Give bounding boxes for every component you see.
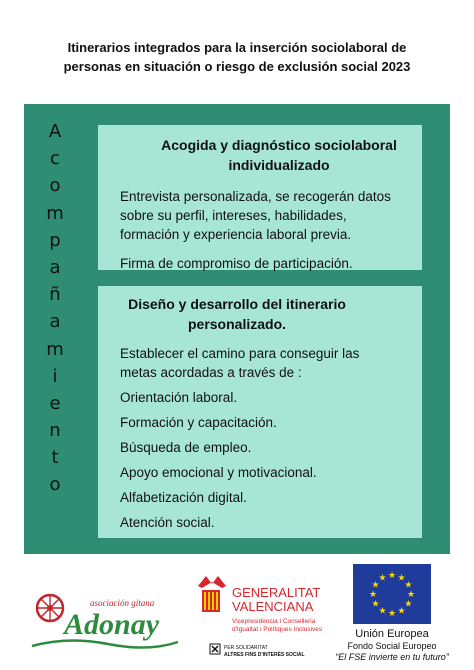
eu-star-icon: ★ [397, 572, 406, 583]
eu-star-icon: ★ [378, 572, 387, 583]
adonay-small-text: asociación gitana [90, 598, 155, 608]
vertical-letter: m [46, 338, 64, 360]
vertical-letter: A [48, 121, 62, 142]
box1-paragraph-line-3: formación y experiencia laboral previa. [120, 227, 352, 242]
step-box-acogida [98, 125, 422, 270]
title-line-2: personas en situación o riesgo de exclusión social 2023 [63, 59, 411, 74]
gv-line-1: GENERALITAT [232, 585, 321, 600]
eu-caption [328, 628, 456, 663]
box2-heading [98, 286, 422, 334]
box1-paragraph-line-1: Entrevista personalizada, se recogerán datos [120, 189, 391, 204]
x-solidaritat-icon [210, 644, 220, 654]
footer-logos [0, 562, 474, 670]
vertical-letter: i [52, 365, 58, 387]
adonay-logo [28, 590, 188, 650]
list-item: Orientación laboral. [120, 390, 238, 405]
eu-star-icon: ★ [404, 579, 413, 590]
eu-star-icon: ★ [387, 608, 397, 618]
box1-paragraph-line-2: sobre su perfil, intereses, habilidades, [120, 208, 347, 223]
vertical-letter: ñ [49, 284, 61, 306]
bat-crest-icon [198, 576, 226, 612]
vertical-letter: a [49, 311, 61, 333]
vertical-word-acompanamiento [38, 118, 72, 499]
solidaritat-line-2: ALTRES FINS D'INTERÈS SOCIAL [224, 652, 305, 658]
list-item: Atención social. [120, 515, 215, 530]
title-line-1: Itinerarios integrados para la inserción sociolaboral de [67, 40, 407, 55]
vertical-letter: p [49, 229, 61, 251]
box2-heading-line-1: Diseño y desarrollo del itinerario [128, 296, 346, 312]
eu-fund: Fondo Social Europeo [347, 641, 437, 651]
eu-name: Unión Europea [355, 628, 429, 640]
box1-heading-line-1: Acogida y diagnóstico sociolaboral [161, 137, 397, 153]
box2-intro [98, 344, 422, 382]
gv-sub-1: Vicepresidència i Conselleria [232, 618, 316, 625]
list-item: Búsqueda de empleo. [120, 440, 252, 455]
vertical-letter: e [49, 392, 61, 414]
eu-star-icon: ★ [387, 570, 397, 580]
vertical-letter: a [49, 256, 61, 278]
eu-slogan: “El FSE invierte en tu futuro” [335, 652, 449, 662]
vertical-letter: t [51, 447, 59, 469]
generalitat-valenciana-logo [192, 572, 328, 664]
vertical-letter: o [49, 175, 61, 197]
eu-star-icon: ★ [378, 605, 387, 616]
box1-paragraph [98, 187, 422, 244]
box1-heading-line-2: individualizado [228, 157, 330, 173]
box1-heading [98, 125, 422, 175]
eu-star-icon: ★ [371, 579, 380, 590]
gv-sub-2: d'Igualtat i Polítiques Inclusives [232, 626, 323, 633]
gv-line-2: VALENCIANA [232, 599, 314, 614]
eu-stars-icon [353, 564, 431, 624]
box2-intro-line-1: Establecer el camino para conseguir las [120, 346, 360, 361]
vertical-letter: n [49, 420, 61, 442]
adonay-name-text: Adonay [64, 608, 160, 641]
document-title [20, 38, 454, 76]
box2-intro-line-2: metas acordadas a través de : [120, 365, 302, 380]
vertical-letter: c [50, 148, 60, 170]
vertical-letter: m [46, 202, 64, 224]
eu-logo [328, 564, 468, 668]
wheel-icon [37, 595, 63, 621]
list-item: Apoyo emocional y motivacional. [120, 465, 317, 480]
eu-star-icon: ★ [371, 598, 380, 609]
box2-heading-line-2: personalizado. [187, 316, 287, 332]
list-item: Formación y capacitación. [120, 415, 277, 430]
eu-star-icon: ★ [368, 589, 378, 599]
eu-star-icon: ★ [397, 605, 406, 616]
box1-note: Firma de compromiso de participación. [120, 256, 353, 271]
eu-star-icon: ★ [404, 598, 413, 609]
eu-flag [353, 564, 431, 624]
step-box-itinerario [98, 286, 422, 538]
list-item: Alfabetización digital. [120, 490, 247, 505]
solidaritat-line-1: PER SOLIDARITAT [224, 645, 268, 651]
eu-star-icon: ★ [406, 589, 416, 599]
vertical-letter: o [49, 474, 61, 496]
adonay-swash [32, 640, 178, 647]
